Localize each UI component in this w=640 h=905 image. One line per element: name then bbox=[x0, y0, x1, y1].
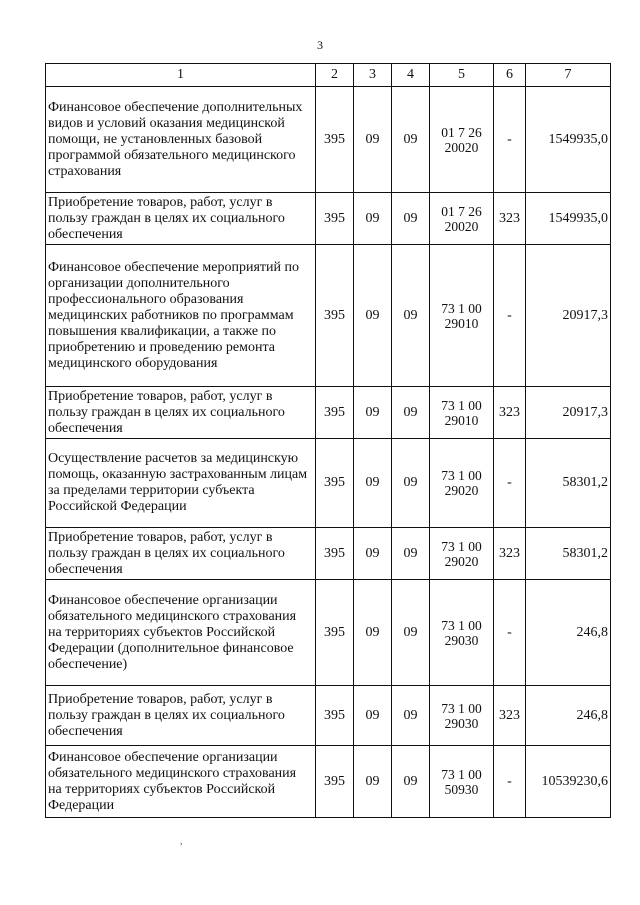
row-name: Финансовое обеспечение дополнительных видов и условий оказания медицинской помощи, не установленных базовой программой обязательного медицинского страхования bbox=[46, 87, 316, 193]
row-grbs: 395 bbox=[316, 528, 354, 580]
table-row bbox=[46, 245, 611, 387]
row-target-article: 73 1 00 29020 bbox=[430, 439, 494, 528]
row-expense-type: 323 bbox=[494, 193, 526, 245]
table-row bbox=[46, 439, 611, 528]
row-name: Приобретение товаров, работ, услуг в пользу граждан в целях их социального обеспечения bbox=[46, 528, 316, 580]
table-row bbox=[46, 686, 611, 746]
column-header-2: 2 bbox=[316, 64, 354, 87]
row-amount: 246,8 bbox=[526, 686, 611, 746]
row-target-article: 73 1 00 29020 bbox=[430, 528, 494, 580]
row-amount: 58301,2 bbox=[526, 439, 611, 528]
row-section: 09 bbox=[354, 245, 392, 387]
row-grbs: 395 bbox=[316, 439, 354, 528]
table-row bbox=[46, 387, 611, 439]
row-target-article: 01 7 26 20020 bbox=[430, 193, 494, 245]
row-subsection: 09 bbox=[392, 245, 430, 387]
row-name: Приобретение товаров, работ, услуг в пользу граждан в целях их социального обеспечения bbox=[46, 686, 316, 746]
budget-table bbox=[45, 63, 611, 818]
row-amount: 20917,3 bbox=[526, 245, 611, 387]
row-target-article: 73 1 00 29010 bbox=[430, 387, 494, 439]
row-grbs: 395 bbox=[316, 387, 354, 439]
row-subsection: 09 bbox=[392, 387, 430, 439]
table-row bbox=[46, 746, 611, 818]
row-target-article: 73 1 00 50930 bbox=[430, 746, 494, 818]
row-amount: 20917,3 bbox=[526, 387, 611, 439]
row-expense-type: - bbox=[494, 580, 526, 686]
header-row bbox=[46, 64, 611, 87]
table-row bbox=[46, 528, 611, 580]
row-name: Осуществление расчетов за медицинскую помощь, оказанную застрахованным лицам за пределами территории субъекта Российской Федерации bbox=[46, 439, 316, 528]
row-section: 09 bbox=[354, 528, 392, 580]
row-target-article: 73 1 00 29030 bbox=[430, 686, 494, 746]
row-expense-type: 323 bbox=[494, 528, 526, 580]
row-amount: 10539230,6 bbox=[526, 746, 611, 818]
row-target-article: 73 1 00 29010 bbox=[430, 245, 494, 387]
row-subsection: 09 bbox=[392, 87, 430, 193]
row-subsection: 09 bbox=[392, 439, 430, 528]
column-header-1: 1 bbox=[46, 64, 316, 87]
row-amount: 246,8 bbox=[526, 580, 611, 686]
row-expense-type: 323 bbox=[494, 686, 526, 746]
row-expense-type: - bbox=[494, 439, 526, 528]
row-section: 09 bbox=[354, 439, 392, 528]
column-header-3: 3 bbox=[354, 64, 392, 87]
row-subsection: 09 bbox=[392, 746, 430, 818]
row-amount: 1549935,0 bbox=[526, 193, 611, 245]
row-section: 09 bbox=[354, 87, 392, 193]
row-subsection: 09 bbox=[392, 528, 430, 580]
row-subsection: 09 bbox=[392, 580, 430, 686]
table-row bbox=[46, 87, 611, 193]
table-row bbox=[46, 193, 611, 245]
row-subsection: 09 bbox=[392, 686, 430, 746]
row-section: 09 bbox=[354, 387, 392, 439]
column-header-5: 5 bbox=[430, 64, 494, 87]
row-grbs: 395 bbox=[316, 746, 354, 818]
row-section: 09 bbox=[354, 580, 392, 686]
row-target-article: 01 7 26 20020 bbox=[430, 87, 494, 193]
scan-mark: , bbox=[180, 836, 183, 847]
row-name: Финансовое обеспечение организации обязательного медицинского страхования на территориях субъектов Российской Федерации bbox=[46, 746, 316, 818]
column-header-6: 6 bbox=[494, 64, 526, 87]
column-header-7: 7 bbox=[526, 64, 611, 87]
table-row bbox=[46, 580, 611, 686]
page-number: 3 bbox=[317, 38, 323, 52]
row-subsection: 09 bbox=[392, 193, 430, 245]
row-name: Приобретение товаров, работ, услуг в пользу граждан в целях их социального обеспечения bbox=[46, 387, 316, 439]
row-grbs: 395 bbox=[316, 193, 354, 245]
row-expense-type: - bbox=[494, 245, 526, 387]
row-expense-type: - bbox=[494, 87, 526, 193]
row-grbs: 395 bbox=[316, 580, 354, 686]
column-header-4: 4 bbox=[392, 64, 430, 87]
row-name: Приобретение товаров, работ, услуг в пользу граждан в целях их социального обеспечения bbox=[46, 193, 316, 245]
row-expense-type: - bbox=[494, 746, 526, 818]
row-name: Финансовое обеспечение мероприятий по организации дополнительного профессионального образования медицинских работников по программам повышения квалификации, а также по приобретению и проведению ремонта медицинского оборудования bbox=[46, 245, 316, 387]
row-expense-type: 323 bbox=[494, 387, 526, 439]
row-section: 09 bbox=[354, 686, 392, 746]
row-grbs: 395 bbox=[316, 686, 354, 746]
row-name: Финансовое обеспечение организации обязательного медицинского страхования на территориях субъектов Российской Федерации (дополнительное финансовое обеспечение) bbox=[46, 580, 316, 686]
row-target-article: 73 1 00 29030 bbox=[430, 580, 494, 686]
row-grbs: 395 bbox=[316, 245, 354, 387]
row-grbs: 395 bbox=[316, 87, 354, 193]
row-amount: 1549935,0 bbox=[526, 87, 611, 193]
row-amount: 58301,2 bbox=[526, 528, 611, 580]
row-section: 09 bbox=[354, 193, 392, 245]
row-section: 09 bbox=[354, 746, 392, 818]
